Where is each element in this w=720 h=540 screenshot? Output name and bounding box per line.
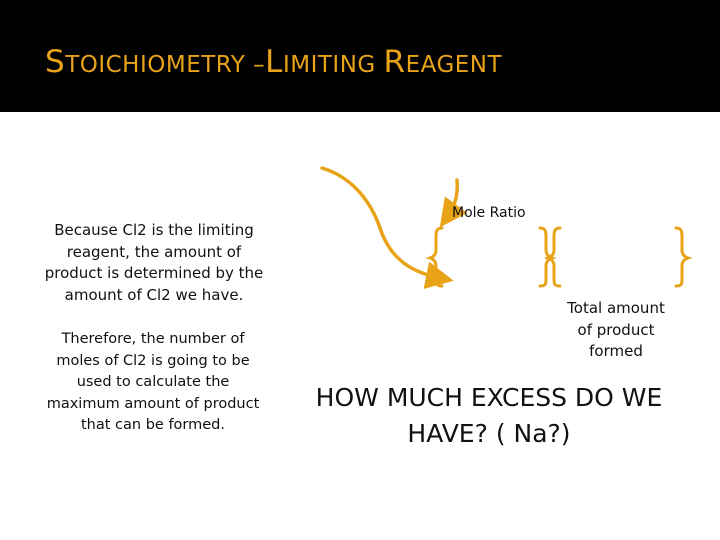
title-part: S: [45, 44, 66, 80]
curved-arrow-icon: [322, 168, 440, 278]
left-brace-icon: [548, 228, 560, 286]
mole-ratio-label: Mole Ratio: [452, 205, 526, 221]
title-part: TOICHIOMETRY –: [65, 52, 266, 78]
moles-calculation-explanation: Therefore, the number of moles of Cl2 is going to be used to calculate the maximum amount of product that can be formed.: [46, 331, 260, 433]
total-amount-label: Total amount of product formed: [567, 299, 665, 360]
excess-question: HOW MUCH EXCESS DO WE HAVE? ( Na?): [315, 383, 663, 448]
title-part: EAGENT: [405, 52, 503, 78]
title-part: IMITING: [282, 52, 384, 78]
title-part: L: [265, 44, 283, 80]
right-brace-icon: [676, 228, 688, 286]
limiting-reagent-explanation: Because Cl2 is the limiting reagent, the amount of product is determined by the amount of Cl2 we have.: [44, 221, 264, 304]
title-part: R: [383, 44, 406, 80]
